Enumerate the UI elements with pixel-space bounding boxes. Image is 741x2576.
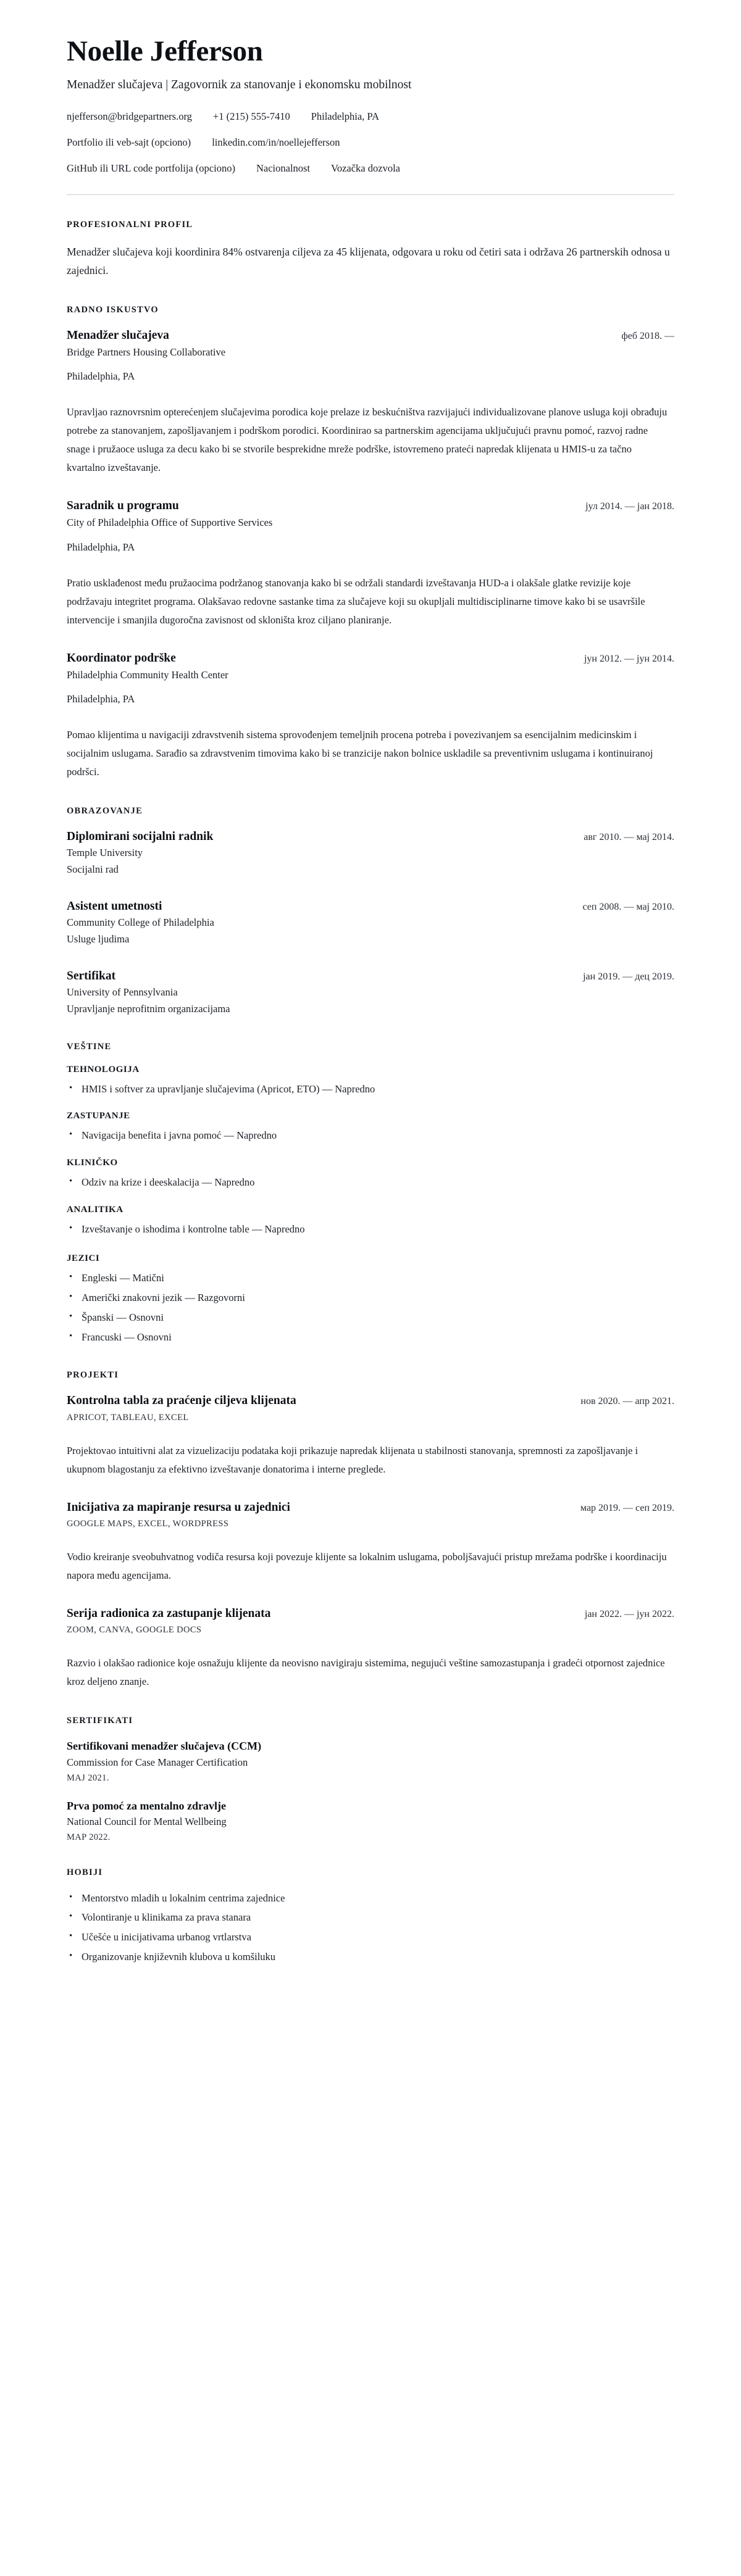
skill-group-label: ANALITIKA — [67, 1204, 124, 1215]
certificate-date: MAJ 2021. — [67, 1772, 109, 1783]
project-title: Inicijativa za mapiranje resursa u zajednici — [67, 1500, 290, 1514]
education-degree: Asistent umetnosti — [67, 899, 162, 913]
contact-drivers-license: Vozačka dozvola — [331, 162, 400, 174]
experience-organization: Bridge Partners Housing Collaborative — [67, 346, 226, 358]
section-title-profile: PROFESIONALNI PROFIL — [67, 220, 193, 230]
skill-group-clinical — [67, 1158, 674, 1191]
project-description: Vodio kreiranje sveobuhvatnog vodiča resursa koji povezuje klijente sa lokalnim uslugama, poboljšavajući pristup mrežama podrške i koordinaciju napora među agencijama. — [67, 1551, 667, 1582]
education-field: Usluge ljudima — [67, 933, 130, 945]
section-projects — [67, 1370, 674, 1691]
skill-group-label: KLINIČKO — [67, 1158, 118, 1168]
project-entry — [67, 1606, 674, 1691]
certificate-entry — [67, 1798, 674, 1843]
experience-date-range: феб 2018. — — [621, 330, 674, 341]
experience-entry-head — [67, 328, 674, 343]
candidate-headline: Menadžer slučajeva | Zagovornik za stanovanje i ekonomsku mobilnost — [67, 78, 412, 91]
hobby-list — [67, 1890, 674, 1966]
education-date-range: авг 2010. — мај 2014. — [584, 832, 674, 843]
education-school: University of Pennsylvania — [67, 986, 178, 999]
project-entry-head — [67, 1606, 674, 1621]
skill-list — [67, 1221, 674, 1238]
section-title-languages: JEZICI — [67, 1253, 100, 1264]
project-date-range: јан 2022. — јун 2022. — [584, 1609, 674, 1620]
hobby-item: • Volontiranje u klinikama za prava stanara — [67, 1909, 674, 1926]
education-entry-head — [67, 899, 674, 914]
contact-github[interactable]: GitHub ili URL code portfolija (opciono) — [67, 162, 235, 174]
project-entry — [67, 1393, 674, 1478]
project-technologies: APRICOT, TABLEAU, EXCEL — [67, 1412, 189, 1423]
experience-organization: Philadelphia Community Health Center — [67, 668, 228, 681]
header-divider — [67, 194, 674, 195]
education-entry-head — [67, 829, 674, 844]
experience-entry-head — [67, 498, 674, 513]
profile-summary-text: Menadžer slučajeva koji koordinira 84% ostvarenja ciljeva za 45 klijenata, odgovara u roku od četiri sata i održava 26 partnerskih odnosa u zajednici. — [67, 246, 670, 277]
skill-item: • Izveštavanje o ishodima i kontrolne table — Napredno — [67, 1221, 674, 1238]
skill-group-label: TEHNOLOGIJA — [67, 1064, 140, 1074]
experience-description: Upravljao raznovrsnim opterećenjem slučajevima porodica koje prelaze iz beskućništva razvijajući individualizovane planove usluga koji obrađuju potrebe za stanovanjem, zapošljavanjem i podrškom porodici. Koordinirao sa partnerskim agencijama uključujući pravnu pomoć, razvoj radne snage i pružaoce usluga za decu kako bi se stvorile besprekidne mreže podrške, istovremeno prateći napredak klijenata u HMIS-u za tačno kvartalno izveštavanje. — [67, 405, 668, 474]
candidate-name: Noelle Jefferson — [67, 35, 263, 67]
experience-location: Philadelphia, PA — [67, 693, 135, 705]
skill-item: • Navigacija benefita i javna pomoć — Napredno — [67, 1128, 674, 1144]
skill-group-technology — [67, 1065, 674, 1098]
contact-row-links — [67, 135, 674, 151]
skill-group-analytics — [67, 1205, 674, 1238]
section-education — [67, 806, 674, 1017]
resume-header — [67, 36, 674, 195]
experience-job-title: Koordinator podrške — [67, 651, 176, 665]
certificate-issuer: Commission for Case Manager Certification — [67, 1756, 248, 1768]
contact-nationality: Nacionalnost — [256, 162, 311, 174]
contact-email[interactable]: njefferson@bridgepartners.org — [67, 110, 192, 123]
hobby-item: • Organizovanje književnih klubova u komšiluku — [67, 1949, 674, 1966]
contact-portfolio[interactable]: Portfolio ili veb-sajt (opciono) — [67, 136, 191, 148]
contact-row-extra — [67, 161, 674, 177]
experience-entry — [67, 650, 674, 782]
section-title-projects: PROJEKTI — [67, 1370, 119, 1381]
section-skills — [67, 1042, 674, 1346]
section-certificates — [67, 1716, 674, 1842]
experience-date-range: јун 2012. — јун 2014. — [584, 653, 674, 664]
certificate-entry — [67, 1739, 674, 1783]
section-title-experience: RADNO ISKUSTVO — [67, 304, 159, 315]
certificate-date: MAP 2022. — [67, 1832, 111, 1842]
section-title-hobbies: HOBIJI — [67, 1867, 103, 1877]
experience-entry — [67, 328, 674, 478]
experience-entry-head — [67, 650, 674, 666]
education-field: Upravljanje neprofitnim organizacijama — [67, 1002, 230, 1015]
skill-item: • HMIS i softver za upravljanje slučajevima (Apricot, ETO) — Napredno — [67, 1081, 674, 1098]
experience-location: Philadelphia, PA — [67, 370, 135, 383]
education-degree: Diplomirani socijalni radnik — [67, 830, 214, 844]
education-entry-head — [67, 968, 674, 984]
education-degree: Sertifikat — [67, 969, 116, 983]
skill-list — [67, 1174, 674, 1191]
project-description: Razvio i olakšao radionice koje osnažuju klijente da neovisno navigiraju sistemima, negujući veštine samozastupanja i gradeći otpornost zajednice kroz deljeno znanje. — [67, 1657, 665, 1688]
project-technologies: GOOGLE MAPS, EXCEL, WORDPRESS — [67, 1519, 229, 1529]
language-item: • Španski — Osnovni — [67, 1310, 674, 1326]
hobby-item: • Učešće u inicijativama urbanog vrtlarstva — [67, 1929, 674, 1946]
education-school: Temple University — [67, 847, 143, 859]
certificate-title: Sertifikovani menadžer slučajeva (CCM) — [67, 1740, 262, 1753]
project-title: Serija radionica za zastupanje klijenata — [67, 1607, 271, 1621]
skill-item: • Odziv na krize i deeskalacija — Napredno — [67, 1174, 674, 1191]
languages-block — [67, 1253, 674, 1345]
contact-phone[interactable]: +1 (215) 555-7410 — [212, 110, 290, 123]
education-entry — [67, 829, 674, 878]
skill-list — [67, 1081, 674, 1098]
experience-entry — [67, 498, 674, 629]
education-field: Socijalni rad — [67, 863, 119, 876]
language-item: • Engleski — Matični — [67, 1270, 674, 1287]
section-professional-profile — [67, 220, 674, 280]
language-item: • Francuski — Osnovni — [67, 1329, 674, 1346]
education-entry — [67, 899, 674, 947]
certificate-title: Prva pomoć za mentalno zdravlje — [67, 1799, 226, 1812]
experience-description: Pomao klijentima u navigaciji zdravstvenih sistema sprovođenjem temeljnih procena potreba i povezivanjem sa esencijalnim medicinskim i socijalnim uslugama. Sarađio sa zdravstvenim timovima kako bi se tranzicije nakon bolnice uskladile sa preventivnim uslugama i kontinuiranoj podršci. — [67, 729, 653, 778]
hobby-item: • Mentorstvo mladih u lokalnim centrima zajednice — [67, 1890, 674, 1907]
education-school: Community College of Philadelphia — [67, 916, 214, 929]
project-date-range: нов 2020. — апр 2021. — [580, 1396, 674, 1407]
education-date-range: сеп 2008. — мај 2010. — [582, 901, 674, 912]
project-technologies: ZOOM, CANVA, GOOGLE DOCS — [67, 1625, 202, 1635]
language-item: • Američki znakovni jezik — Razgovorni — [67, 1290, 674, 1307]
project-date-range: мар 2019. — сеп 2019. — [580, 1502, 674, 1513]
experience-job-title: Saradnik u programu — [67, 499, 179, 513]
skill-group-label: ZASTUPANJE — [67, 1111, 130, 1121]
certificate-issuer: National Council for Mental Wellbeing — [67, 1815, 227, 1827]
skill-group-advocacy — [67, 1111, 674, 1144]
contact-location: Philadelphia, PA — [311, 110, 380, 123]
experience-organization: City of Philadelphia Office of Supportive Services — [67, 517, 273, 529]
skill-list — [67, 1128, 674, 1144]
language-list — [67, 1270, 674, 1345]
experience-job-title: Menadžer slučajeva — [67, 328, 169, 342]
experience-location: Philadelphia, PA — [67, 541, 135, 553]
project-description: Projektovao intuitivni alat za vizuelizaciju podataka koji prikazuje napredak klijenata u stabilnosti stanovanja, spremnosti za zapošljavanje i ukupnom blagostanju za efektivno izveštavanje donatorima i interne preglede. — [67, 1444, 638, 1475]
project-entry-head — [67, 1393, 674, 1408]
project-entry-head — [67, 1500, 674, 1515]
education-date-range: јан 2019. — дец 2019. — [583, 971, 674, 982]
contact-linkedin[interactable]: linkedin.com/in/noellejefferson — [212, 136, 340, 148]
section-work-experience — [67, 305, 674, 782]
section-title-skills: VEŠTINE — [67, 1041, 112, 1052]
section-title-education: OBRAZOVANJE — [67, 806, 143, 816]
section-title-certificates: SERTIFIKATI — [67, 1716, 133, 1726]
section-hobbies — [67, 1868, 674, 1966]
education-entry — [67, 968, 674, 1017]
project-entry — [67, 1500, 674, 1585]
experience-date-range: јул 2014. — јан 2018. — [585, 501, 674, 512]
project-title: Kontrolna tabla za praćenje ciljeva klijenata — [67, 1394, 296, 1408]
experience-description: Pratio usklađenost među pružaocima podržanog stanovanja kako bi se održali standardi izveštavanja HUD-a i olakšale glatke revizije koje podržavaju integritet programa. Olakšavao redovne sastanke tima za slučajeve koji su okupljali multidisciplinarne timove kako bi se usavršile intervencije i smanjila dugoročna zavisnost od skloništa kroz ciljano planiranje. — [67, 576, 645, 626]
contact-row-primary — [67, 109, 674, 125]
